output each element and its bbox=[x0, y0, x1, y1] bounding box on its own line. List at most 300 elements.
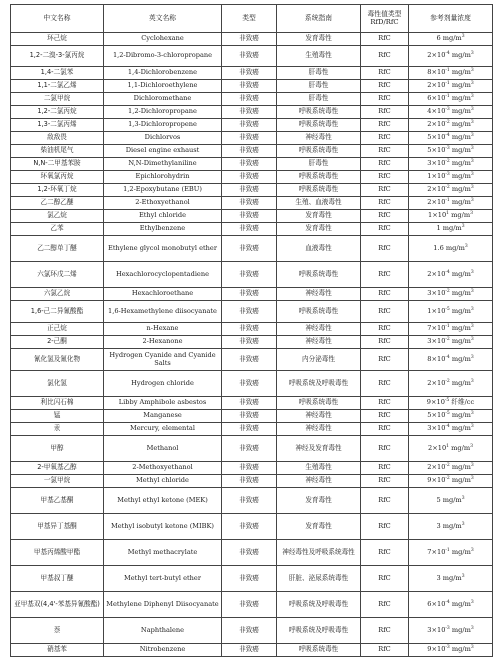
cell-chinese-name: 亚甲基双(4,4'-苯基异氰酸酯) bbox=[11, 592, 104, 618]
cell-english-name: Nitrobenzene bbox=[104, 644, 222, 657]
value-exponent: -2 bbox=[445, 159, 450, 165]
table-row bbox=[11, 462, 493, 475]
cell-toxicity-value-type: RfC bbox=[361, 158, 409, 171]
value-base: 8×10 bbox=[427, 68, 446, 77]
unit-exponent: 3 bbox=[470, 68, 474, 74]
value-exponent: -1 bbox=[445, 94, 450, 100]
cell-type: 非致癌 bbox=[222, 210, 277, 223]
cell-reference-concentration bbox=[409, 184, 493, 197]
unit-exponent: 3 bbox=[470, 424, 474, 430]
cell-english-name: Cyclohexane bbox=[104, 33, 222, 46]
cell-type: 非致癌 bbox=[222, 132, 277, 145]
cell-chinese-name: 柴油机尾气 bbox=[11, 145, 104, 158]
cell-chinese-name: 甲基叔丁醚 bbox=[11, 566, 104, 592]
table-row bbox=[11, 145, 493, 158]
cell-english-name: Methyl isobutyl ketone (MIBK) bbox=[104, 514, 222, 540]
value-exponent: -2 bbox=[445, 337, 450, 343]
table-row bbox=[11, 323, 493, 336]
cell-system-guide: 神经及发育毒性 bbox=[277, 436, 361, 462]
value-unit: mg/m bbox=[449, 133, 471, 142]
cell-chinese-name: N,N-二甲基苯胺 bbox=[11, 158, 104, 171]
table-row bbox=[11, 436, 493, 462]
value-exponent: -2 bbox=[445, 289, 450, 295]
value-exponent: 3 bbox=[461, 224, 465, 230]
cell-toxicity-value-type: RfC bbox=[361, 236, 409, 262]
cell-chinese-name: 1,6-己二异氰酸酯 bbox=[11, 301, 104, 323]
value-unit: mg/m bbox=[449, 324, 471, 333]
cell-english-name: 1,2-Dichloropropane bbox=[104, 106, 222, 119]
table-row bbox=[11, 371, 493, 397]
value-unit: mg/m bbox=[449, 378, 471, 387]
value-base: 2×10 bbox=[427, 378, 446, 387]
header-chinese-name: 中文名称 bbox=[11, 5, 104, 33]
cell-type: 非致癌 bbox=[222, 349, 277, 371]
cell-chinese-name: 硝基苯 bbox=[11, 644, 104, 657]
cell-toxicity-value-type: RfC bbox=[361, 301, 409, 323]
unit-exponent: 3 bbox=[470, 443, 473, 449]
value-unit: mg/m bbox=[449, 68, 471, 77]
table-row bbox=[11, 223, 493, 236]
cell-toxicity-value-type: RfC bbox=[361, 145, 409, 158]
cell-reference-concentration bbox=[409, 592, 493, 618]
value-base: 2×10 bbox=[428, 443, 447, 452]
cell-english-name: 1,1-Dichloroethylene bbox=[104, 80, 222, 93]
unit-exponent: 3 bbox=[470, 625, 474, 631]
cell-system-guide: 神经毒性 bbox=[277, 336, 361, 349]
cell-system-guide: 肝毒性 bbox=[277, 80, 361, 93]
table-row bbox=[11, 119, 493, 132]
cell-english-name: 1,4-Dichlorobenzene bbox=[104, 67, 222, 80]
cell-chinese-name: 正己烷 bbox=[11, 323, 104, 336]
unit-exponent: 3 bbox=[470, 411, 474, 417]
cell-type: 非致癌 bbox=[222, 336, 277, 349]
cell-toxicity-value-type: RfC bbox=[361, 540, 409, 566]
cell-reference-concentration bbox=[409, 301, 493, 323]
toxicity-reference-table bbox=[10, 4, 493, 657]
cell-system-guide: 神经毒性 bbox=[277, 288, 361, 301]
cell-type: 非致癌 bbox=[222, 410, 277, 423]
cell-chinese-name: 1,2-二氯丙烷 bbox=[11, 106, 104, 119]
cell-toxicity-value-type: RfC bbox=[361, 106, 409, 119]
cell-type: 非致癌 bbox=[222, 158, 277, 171]
cell-reference-concentration bbox=[409, 349, 493, 371]
cell-type: 非致癌 bbox=[222, 46, 277, 67]
cell-chinese-name: 1,4-二氯苯 bbox=[11, 67, 104, 80]
cell-english-name: 1,3-Dichloropropene bbox=[104, 119, 222, 132]
value-base: 1×10 bbox=[427, 172, 446, 181]
table-row bbox=[11, 397, 493, 410]
cell-system-guide: 呼吸系统及呼吸毒性 bbox=[277, 371, 361, 397]
value-exponent: 3 bbox=[464, 243, 468, 249]
cell-system-guide: 生殖毒性 bbox=[277, 46, 361, 67]
table-body bbox=[11, 33, 493, 657]
cell-reference-concentration bbox=[409, 514, 493, 540]
table-row bbox=[11, 210, 493, 223]
value-exponent: -4 bbox=[445, 354, 450, 360]
cell-toxicity-value-type: RfC bbox=[361, 184, 409, 197]
cell-toxicity-value-type: RfC bbox=[361, 423, 409, 436]
cell-toxicity-value-type: RfC bbox=[361, 475, 409, 488]
cell-system-guide: 呼吸系统毒性 bbox=[277, 644, 361, 657]
unit-exponent: 3 bbox=[470, 146, 474, 152]
value-base: 2×10 bbox=[427, 120, 446, 129]
cell-chinese-name: 1,2-环氧丁烷 bbox=[11, 184, 104, 197]
cell-toxicity-value-type: RfC bbox=[361, 288, 409, 301]
value-unit: mg/m bbox=[449, 81, 471, 90]
cell-type: 非致癌 bbox=[222, 462, 277, 475]
cell-toxicity-value-type: RfC bbox=[361, 514, 409, 540]
cell-reference-concentration bbox=[409, 236, 493, 262]
value-unit: mg/m bbox=[449, 645, 471, 654]
value-unit: mg/m bbox=[449, 269, 471, 278]
value-base: 3 mg/m bbox=[436, 573, 462, 582]
cell-toxicity-value-type: RfC bbox=[361, 618, 409, 644]
value-unit: mg/m bbox=[449, 599, 471, 608]
value-exponent: -5 bbox=[444, 398, 450, 404]
value-base: 4×10 bbox=[427, 107, 446, 116]
cell-english-name: Methyl tert-butyl ether bbox=[104, 566, 222, 592]
cell-type: 非致癌 bbox=[222, 236, 277, 262]
value-unit: mg/m bbox=[449, 159, 471, 168]
value-unit: mg/m bbox=[449, 120, 471, 129]
value-unit: mg/m bbox=[449, 185, 471, 194]
cell-chinese-name: 一氯甲烷 bbox=[11, 475, 104, 488]
cell-type: 非致癌 bbox=[222, 488, 277, 514]
unit-exponent: 3 bbox=[470, 198, 474, 204]
value-unit: 纤维/cc bbox=[449, 398, 475, 407]
cell-toxicity-value-type: RfC bbox=[361, 223, 409, 236]
table-row bbox=[11, 262, 493, 288]
value-unit: mg/m bbox=[449, 198, 471, 207]
cell-reference-concentration bbox=[409, 323, 493, 336]
cell-system-guide: 呼吸系统毒性 bbox=[277, 301, 361, 323]
cell-type: 非致癌 bbox=[222, 618, 277, 644]
cell-system-guide: 呼吸系统毒性 bbox=[277, 106, 361, 119]
table-row bbox=[11, 301, 493, 323]
cell-english-name: Diesel engine exhaust bbox=[104, 145, 222, 158]
cell-english-name: Manganese bbox=[104, 410, 222, 423]
cell-system-guide: 神经毒性 bbox=[277, 410, 361, 423]
cell-chinese-name: 汞 bbox=[11, 423, 104, 436]
cell-english-name: N,N-Dimethylaniline bbox=[104, 158, 222, 171]
value-exponent: -1 bbox=[445, 81, 450, 87]
cell-english-name: 1,2-Epoxybutane (EBU) bbox=[104, 184, 222, 197]
unit-exponent: 3 bbox=[470, 354, 474, 360]
unit-exponent: 3 bbox=[470, 645, 474, 651]
table-row bbox=[11, 423, 493, 436]
cell-type: 非致癌 bbox=[222, 436, 277, 462]
table-row bbox=[11, 288, 493, 301]
cell-toxicity-value-type: RfC bbox=[361, 323, 409, 336]
value-unit: mg/m bbox=[449, 463, 471, 472]
table-row bbox=[11, 410, 493, 423]
value-base: 3×10 bbox=[427, 424, 446, 433]
cell-chinese-name: 1,1-二氯乙烯 bbox=[11, 80, 104, 93]
cell-english-name: 2-Methoxyethanol bbox=[104, 462, 222, 475]
cell-toxicity-value-type: RfC bbox=[361, 371, 409, 397]
cell-type: 非致癌 bbox=[222, 93, 277, 106]
table-header bbox=[11, 5, 493, 33]
cell-toxicity-value-type: RfC bbox=[361, 262, 409, 288]
cell-english-name: 2-Ethoxyethanol bbox=[104, 197, 222, 210]
value-unit: mg/m bbox=[449, 337, 471, 346]
table-row bbox=[11, 171, 493, 184]
cell-toxicity-value-type: RfC bbox=[361, 592, 409, 618]
cell-toxicity-value-type: RfC bbox=[361, 488, 409, 514]
cell-system-guide: 神经毒性 bbox=[277, 323, 361, 336]
cell-toxicity-value-type: RfC bbox=[361, 119, 409, 132]
unit-exponent: 3 bbox=[470, 81, 474, 87]
value-unit: mg/m bbox=[449, 411, 471, 420]
cell-reference-concentration bbox=[409, 423, 493, 436]
cell-type: 非致癌 bbox=[222, 184, 277, 197]
table-row bbox=[11, 184, 493, 197]
cell-system-guide: 发育毒性 bbox=[277, 488, 361, 514]
cell-type: 非致癌 bbox=[222, 566, 277, 592]
cell-chinese-name: 乙二醇乙醚 bbox=[11, 197, 104, 210]
table-row bbox=[11, 540, 493, 566]
cell-system-guide: 生殖毒性 bbox=[277, 462, 361, 475]
table-row bbox=[11, 80, 493, 93]
cell-english-name: Methanol bbox=[104, 436, 222, 462]
value-base: 3×10 bbox=[427, 159, 446, 168]
table-row bbox=[11, 488, 493, 514]
value-base: 2×10 bbox=[427, 51, 446, 60]
cell-english-name: Ethyl chloride bbox=[104, 210, 222, 223]
cell-chinese-name: 2-甲氧基乙醇 bbox=[11, 462, 104, 475]
cell-system-guide: 神经毒性 bbox=[277, 132, 361, 145]
cell-toxicity-value-type: RfC bbox=[361, 462, 409, 475]
unit-exponent: 3 bbox=[470, 599, 474, 605]
cell-english-name: Methylene Diphenyl Diisocyanate bbox=[104, 592, 222, 618]
cell-type: 非致癌 bbox=[222, 106, 277, 119]
value-unit: mg/m bbox=[449, 51, 471, 60]
header-system-guide: 系统指南 bbox=[277, 5, 361, 33]
cell-reference-concentration bbox=[409, 288, 493, 301]
unit-exponent: 3 bbox=[470, 289, 474, 295]
cell-reference-concentration bbox=[409, 171, 493, 184]
cell-reference-concentration bbox=[409, 197, 493, 210]
cell-type: 非致癌 bbox=[222, 514, 277, 540]
value-exponent: -1 bbox=[445, 198, 450, 204]
value-base: 9×10 bbox=[427, 645, 446, 654]
value-exponent: -4 bbox=[445, 599, 450, 605]
cell-toxicity-value-type: RfC bbox=[361, 436, 409, 462]
cell-toxicity-value-type: RfC bbox=[361, 566, 409, 592]
cell-system-guide: 呼吸系统及呼吸毒性 bbox=[277, 618, 361, 644]
header-reference-concentration: 参考剂量浓度 bbox=[409, 5, 493, 33]
value-base: 9×10 bbox=[426, 398, 445, 407]
cell-english-name: Methyl ethyl ketone (MEK) bbox=[104, 488, 222, 514]
cell-system-guide: 呼吸系统毒性 bbox=[277, 184, 361, 197]
value-exponent: -2 bbox=[445, 185, 450, 191]
cell-type: 非致癌 bbox=[222, 301, 277, 323]
cell-chinese-name: 1,3-二氯丙烯 bbox=[11, 119, 104, 132]
cell-system-guide: 神经毒性及呼吸系统毒性 bbox=[277, 540, 361, 566]
value-exponent: -3 bbox=[445, 107, 450, 113]
unit-exponent: 3 bbox=[470, 547, 474, 553]
cell-system-guide: 肝毒性 bbox=[277, 67, 361, 80]
unit-exponent: 3 bbox=[470, 337, 474, 343]
cell-system-guide: 呼吸系统毒性 bbox=[277, 145, 361, 158]
value-exponent: -2 bbox=[445, 463, 450, 469]
unit-exponent: 3 bbox=[470, 269, 474, 275]
cell-reference-concentration bbox=[409, 132, 493, 145]
cell-chinese-name: 乙二醇单丁醚 bbox=[11, 236, 104, 262]
cell-reference-concentration bbox=[409, 106, 493, 119]
cell-reference-concentration bbox=[409, 397, 493, 410]
header-toxicity-value-type: 毒性值类型 RfD/RfC bbox=[361, 5, 409, 33]
cell-chinese-name: 环氧氯丙烷 bbox=[11, 171, 104, 184]
cell-type: 非致癌 bbox=[222, 644, 277, 657]
cell-chinese-name: 氯化氢 bbox=[11, 371, 104, 397]
unit-exponent: 3 bbox=[470, 324, 474, 330]
unit-exponent: 3 bbox=[470, 94, 474, 100]
cell-system-guide: 肝毒性 bbox=[277, 158, 361, 171]
cell-chinese-name: 利比闪石棉 bbox=[11, 397, 104, 410]
cell-chinese-name: 2-己酮 bbox=[11, 336, 104, 349]
cell-reference-concentration bbox=[409, 436, 493, 462]
cell-toxicity-value-type: RfC bbox=[361, 644, 409, 657]
value-base: 6 mg/m bbox=[436, 34, 462, 43]
table-row bbox=[11, 514, 493, 540]
cell-toxicity-value-type: RfC bbox=[361, 336, 409, 349]
cell-reference-concentration bbox=[409, 119, 493, 132]
value-exponent: -1 bbox=[445, 547, 450, 553]
cell-english-name: Naphthalene bbox=[104, 618, 222, 644]
unit-exponent: 3 bbox=[470, 211, 473, 217]
cell-system-guide: 神经毒性 bbox=[277, 423, 361, 436]
cell-chinese-name: 锰 bbox=[11, 410, 104, 423]
table-row bbox=[11, 93, 493, 106]
cell-reference-concentration bbox=[409, 336, 493, 349]
unit-exponent: 3 bbox=[470, 159, 474, 165]
value-base: 3×10 bbox=[427, 625, 446, 634]
value-unit: mg/m bbox=[449, 547, 471, 556]
cell-chinese-name: 甲醇 bbox=[11, 436, 104, 462]
table-header-row bbox=[11, 5, 493, 33]
value-base: 1×10 bbox=[428, 211, 447, 220]
cell-reference-concentration bbox=[409, 33, 493, 46]
cell-chinese-name: 乙苯 bbox=[11, 223, 104, 236]
cell-reference-concentration bbox=[409, 475, 493, 488]
table-row bbox=[11, 67, 493, 80]
cell-toxicity-value-type: RfC bbox=[361, 132, 409, 145]
cell-toxicity-value-type: RfC bbox=[361, 80, 409, 93]
value-exponent: -5 bbox=[445, 411, 450, 417]
cell-chinese-name: 敌敌畏 bbox=[11, 132, 104, 145]
cell-english-name: Methyl chloride bbox=[104, 475, 222, 488]
cell-chinese-name: 六氯乙烷 bbox=[11, 288, 104, 301]
table-row bbox=[11, 197, 493, 210]
table-row bbox=[11, 336, 493, 349]
unit-exponent: 3 bbox=[470, 120, 474, 126]
cell-english-name: 1,6-Hexamethylene diisocyanate bbox=[104, 301, 222, 323]
table-row bbox=[11, 158, 493, 171]
cell-type: 非致癌 bbox=[222, 540, 277, 566]
cell-system-guide: 呼吸系统毒性 bbox=[277, 171, 361, 184]
value-base: 6×10 bbox=[427, 94, 446, 103]
cell-type: 非致癌 bbox=[222, 67, 277, 80]
cell-reference-concentration bbox=[409, 145, 493, 158]
value-base: 1×10 bbox=[427, 306, 446, 315]
value-base: 8×10 bbox=[427, 354, 446, 363]
cell-toxicity-value-type: RfC bbox=[361, 46, 409, 67]
value-base: 5 mg/m bbox=[436, 495, 462, 504]
value-exponent: -1 bbox=[445, 68, 450, 74]
value-base: 6×10 bbox=[427, 599, 446, 608]
cell-system-guide: 生殖、血液毒性 bbox=[277, 197, 361, 210]
value-unit: mg/m bbox=[449, 625, 471, 634]
value-exponent: 3 bbox=[461, 495, 465, 501]
cell-type: 非致癌 bbox=[222, 33, 277, 46]
cell-reference-concentration bbox=[409, 210, 493, 223]
cell-english-name: Hexachlorocyclopentadiene bbox=[104, 262, 222, 288]
cell-type: 非致癌 bbox=[222, 475, 277, 488]
table-row bbox=[11, 106, 493, 119]
cell-reference-concentration bbox=[409, 488, 493, 514]
cell-toxicity-value-type: RfC bbox=[361, 349, 409, 371]
cell-type: 非致癌 bbox=[222, 262, 277, 288]
value-base: 5×10 bbox=[427, 411, 446, 420]
unit-exponent: 3 bbox=[470, 463, 474, 469]
cell-system-guide: 发育毒性 bbox=[277, 33, 361, 46]
cell-chinese-name: 氰化氢及氰化物 bbox=[11, 349, 104, 371]
cell-english-name: Dichloromethane bbox=[104, 93, 222, 106]
unit-exponent: 3 bbox=[470, 378, 474, 384]
unit-exponent: 3 bbox=[470, 476, 474, 482]
value-base: 3×10 bbox=[427, 289, 446, 298]
cell-chinese-name: 萘 bbox=[11, 618, 104, 644]
cell-toxicity-value-type: RfC bbox=[361, 33, 409, 46]
table-row bbox=[11, 33, 493, 46]
cell-type: 非致癌 bbox=[222, 80, 277, 93]
value-unit: mg/m bbox=[449, 289, 471, 298]
cell-reference-concentration bbox=[409, 93, 493, 106]
unit-exponent: 3 bbox=[470, 107, 474, 113]
unit-exponent: 3 bbox=[470, 133, 474, 139]
value-base: 7×10 bbox=[427, 547, 446, 556]
value-exponent: -1 bbox=[445, 324, 450, 330]
value-unit: mg/m bbox=[449, 94, 471, 103]
value-unit: mg/m bbox=[449, 476, 471, 485]
cell-type: 非致癌 bbox=[222, 223, 277, 236]
cell-system-guide: 神经毒性 bbox=[277, 475, 361, 488]
unit-exponent: 3 bbox=[470, 172, 474, 178]
cell-chinese-name: 氯乙烷 bbox=[11, 210, 104, 223]
cell-toxicity-value-type: RfC bbox=[361, 171, 409, 184]
value-base: 2×10 bbox=[427, 269, 446, 278]
cell-reference-concentration bbox=[409, 67, 493, 80]
value-exponent: -4 bbox=[445, 51, 450, 57]
cell-chinese-name: 1,2-二溴-3-氯丙烷 bbox=[11, 46, 104, 67]
cell-type: 非致癌 bbox=[222, 145, 277, 158]
value-base: 3 mg/m bbox=[436, 521, 462, 530]
cell-english-name: 2-Hexanone bbox=[104, 336, 222, 349]
cell-english-name: Mercury, elemental bbox=[104, 423, 222, 436]
value-exponent: 3 bbox=[461, 573, 465, 579]
table-row bbox=[11, 236, 493, 262]
cell-chinese-name: 甲基乙基酮 bbox=[11, 488, 104, 514]
cell-toxicity-value-type: RfC bbox=[361, 397, 409, 410]
cell-reference-concentration bbox=[409, 158, 493, 171]
table-row bbox=[11, 566, 493, 592]
table-row bbox=[11, 592, 493, 618]
cell-system-guide: 血液毒性 bbox=[277, 236, 361, 262]
value-exponent: 3 bbox=[461, 521, 465, 527]
cell-chinese-name: 环己烷 bbox=[11, 33, 104, 46]
cell-system-guide: 呼吸系统毒性 bbox=[277, 262, 361, 288]
